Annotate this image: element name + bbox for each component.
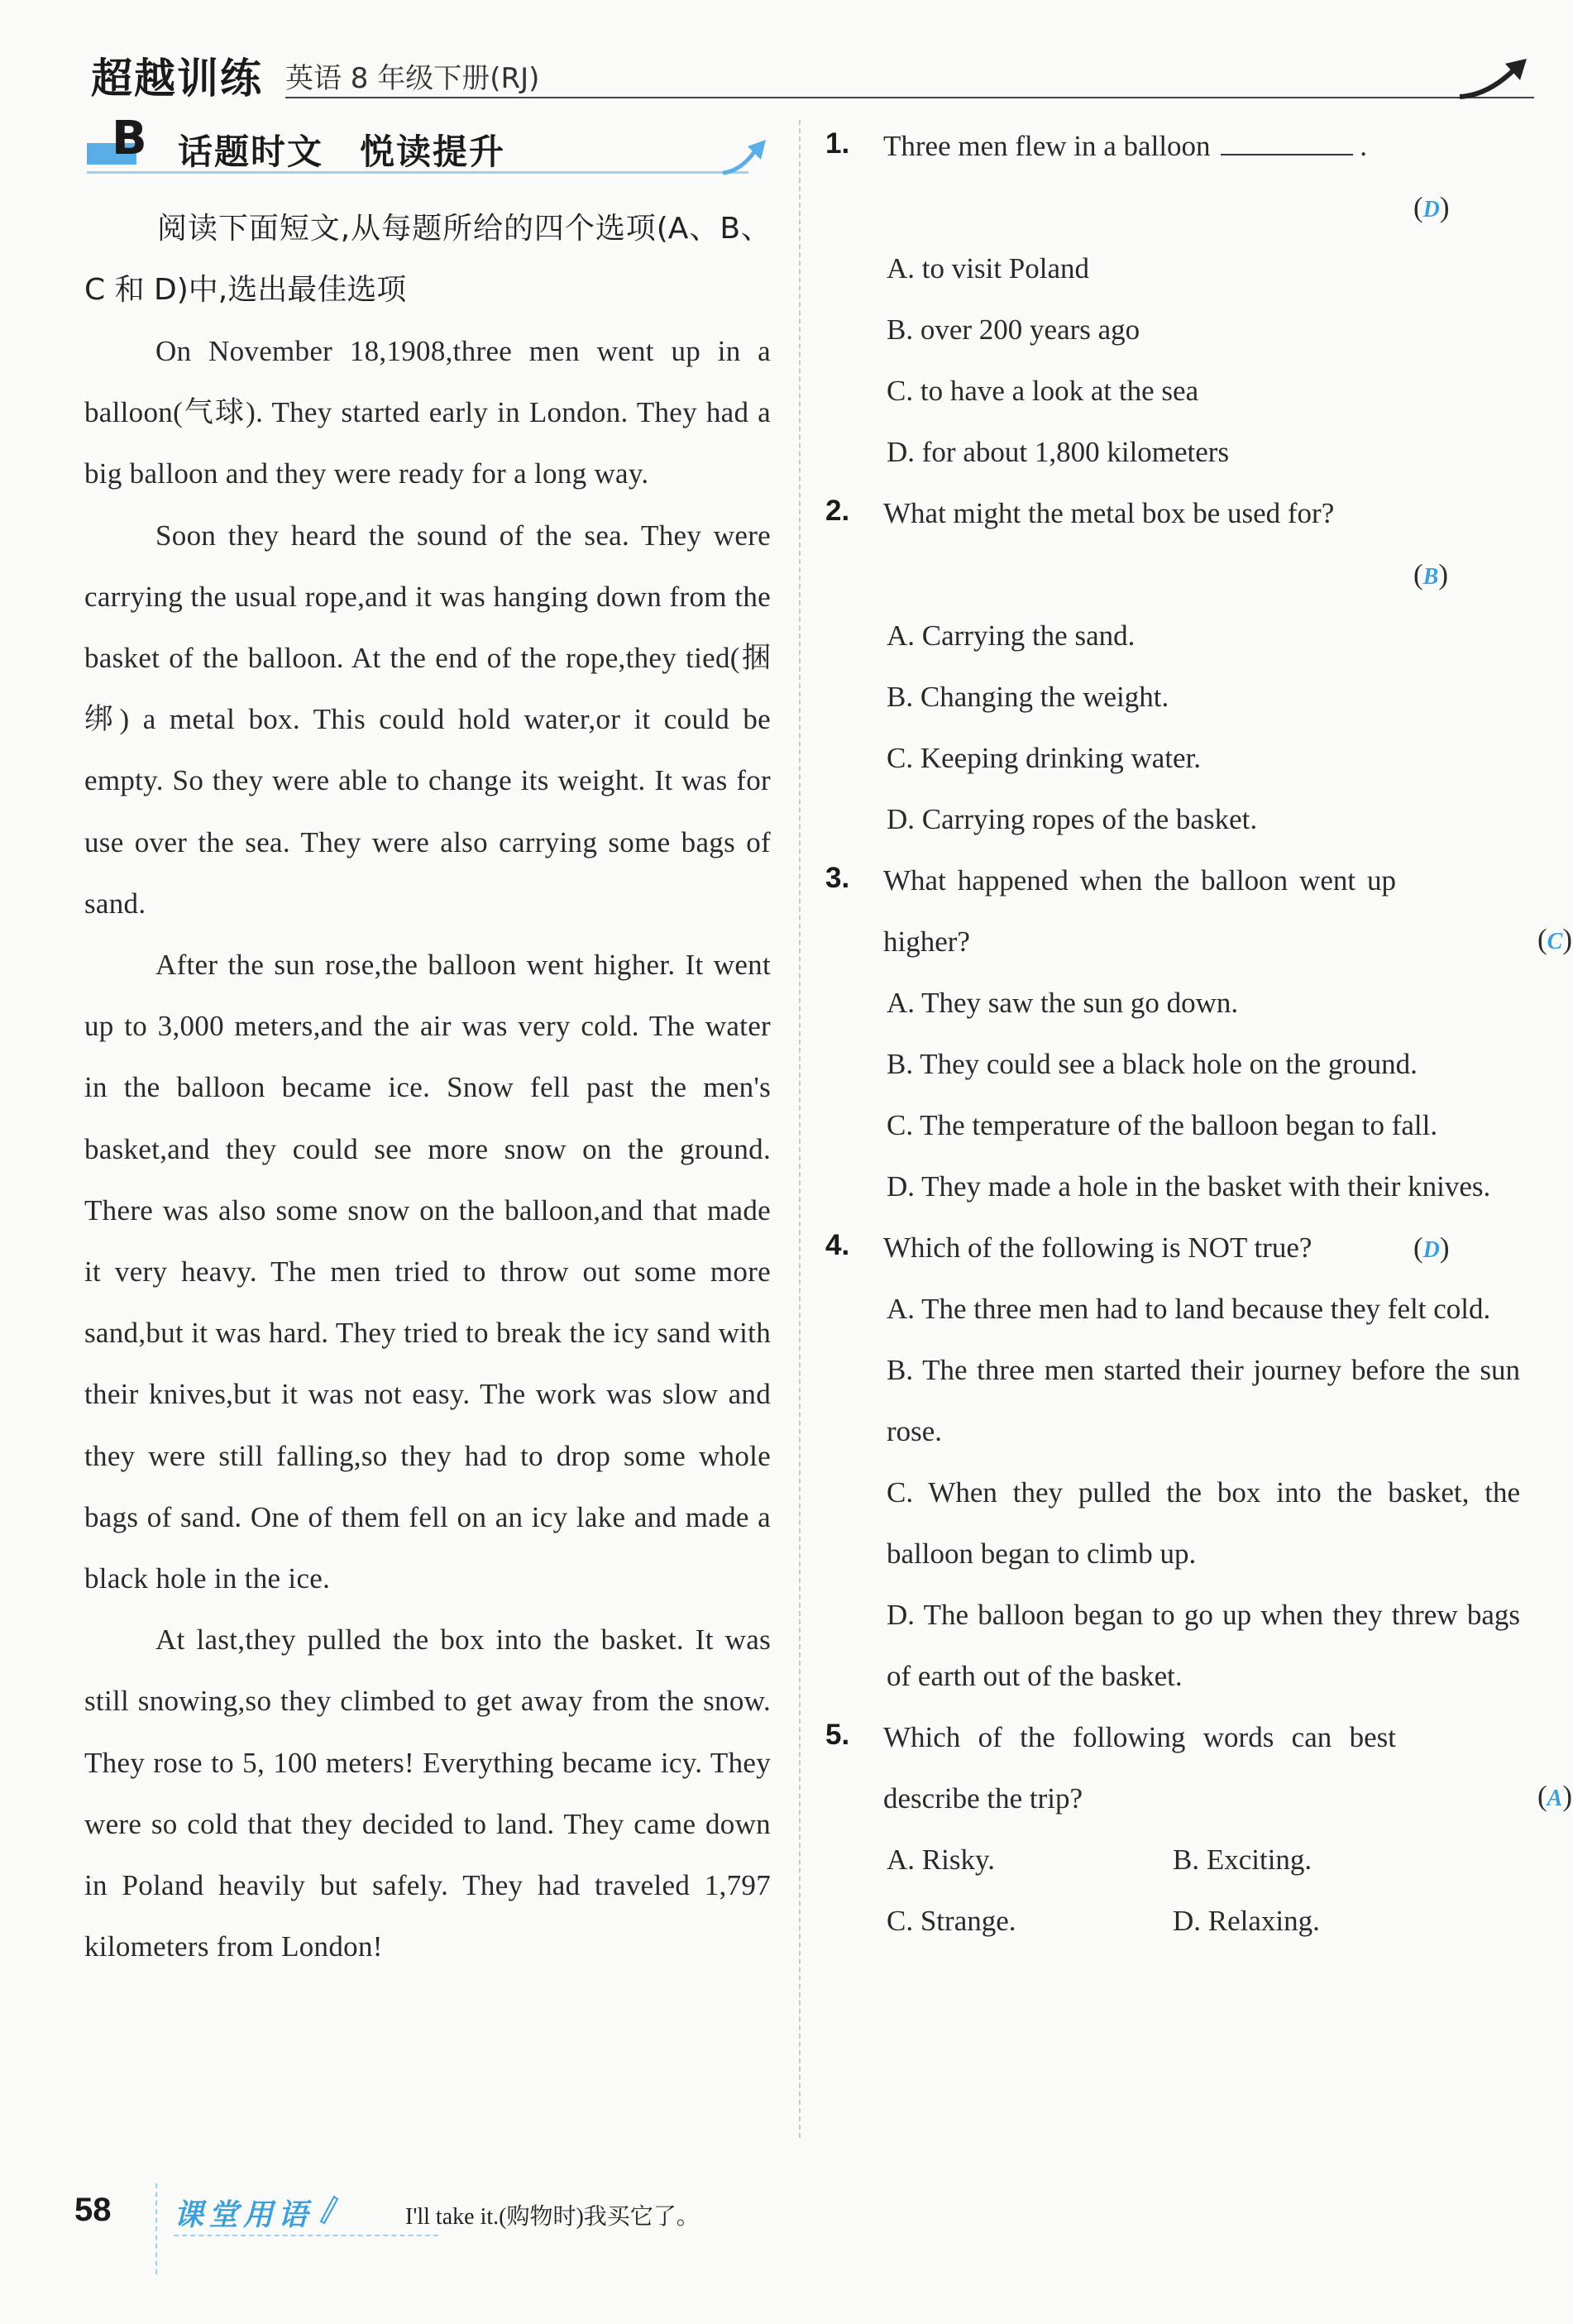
book-title: 英语 8 年级下册(RJ) (285, 62, 540, 95)
page-footer (74, 2183, 1480, 2283)
reading-passage (84, 198, 771, 1977)
question-text: Which of the following is NOT true? (D) (825, 1217, 1520, 1279)
option[interactable]: D. Carrying ropes of the basket. (887, 803, 1258, 835)
question-4 (825, 1217, 1520, 1707)
option[interactable]: A. They saw the sun go down. (887, 987, 1239, 1019)
question-number: 3. (825, 862, 850, 894)
option[interactable]: B. Changing the weight. (887, 681, 1169, 713)
option[interactable]: C. When they pulled the box into the basket, the balloon began to climb up. (887, 1476, 1520, 1570)
passage-paragraph: At last,they pulled the box into the basket. It was still snowing,so they climbed to get away from the snow. They rose to 5, 100 meters! Everything became icy. They were so cold that they decided to land. They came down in Poland heavily but safely. They had traveled 1,797 kilometers from London! (84, 1623, 771, 1963)
question-number: 4. (825, 1229, 850, 1261)
option[interactable]: D. They made a hole in the basket with their knives. (887, 1170, 1491, 1203)
brand-title: 超越训练 (91, 55, 263, 103)
option[interactable]: A. The three men had to land because they felt cold. (887, 1293, 1491, 1325)
option[interactable]: B. over 200 years ago (887, 313, 1140, 346)
page-number: 58 (74, 2192, 112, 2228)
footer-underline (174, 2235, 438, 2236)
answer-bracket: (D) (1413, 191, 1450, 223)
section-title: 话题时文 悦读提升 (178, 132, 506, 172)
answer-letter: D (1422, 1237, 1440, 1263)
option[interactable]: A. Risky. (887, 1843, 995, 1876)
pen-icon (316, 2192, 341, 2225)
option-row (825, 1829, 1520, 1891)
question-2 (825, 483, 1520, 850)
option-row (825, 1891, 1520, 1952)
option[interactable]: D. Relaxing. (1173, 1905, 1320, 1937)
questions-column (825, 116, 1572, 1952)
passage-paragraph: After the sun rose,the balloon went higher. It went up to 3,000 meters,and the air was very cold. The water in the balloon became ice. Snow fell past the men's basket,and they could see more snow on the ground. There was also some snow on the balloon,and that made it very heavy. The men tried to throw out some more sand,but it was hard. They tried to break the icy sand with their knives,but it was not easy. The work was slow and they were still falling,so they had to drop some whole bags of sand. One of them fell on an icy lake and made a black hole in the ice. (84, 949, 771, 1595)
answer-bracket: (B) (1413, 558, 1448, 591)
question-number: 5. (825, 1719, 850, 1751)
option[interactable]: D. for about 1,800 kilometers (887, 436, 1230, 468)
option[interactable]: B. Exciting. (1173, 1843, 1312, 1876)
option[interactable]: D. The balloon began to go up when they threw bags of earth out of the basket. (887, 1599, 1520, 1692)
section-rule (87, 171, 748, 174)
footer-phrase: I'll take it.(购物时)我买它了。 (405, 2204, 700, 2230)
question-text: Three men flew in a balloon . (883, 130, 1368, 162)
question-3 (825, 850, 1572, 1217)
option[interactable]: C. Keeping drinking water. (887, 742, 1202, 774)
option[interactable]: B. They could see a black hole on the ground. (887, 1048, 1418, 1080)
question-text: What might the metal box be used for? (883, 497, 1335, 529)
section-heading (87, 112, 773, 186)
column-divider (799, 120, 801, 2138)
answer-letter: A (1547, 1786, 1563, 1811)
answer-bracket: (C) (1537, 923, 1572, 955)
answer-bracket: (A) (1537, 1780, 1572, 1812)
option[interactable]: C. Strange. (887, 1905, 1016, 1937)
answer-letter: B (1422, 564, 1439, 590)
answer-blank[interactable] (1221, 131, 1353, 155)
footer-divider (155, 2183, 157, 2274)
option[interactable]: A. Carrying the sand. (887, 619, 1136, 652)
option[interactable]: C. to have a look at the sea (887, 375, 1199, 407)
footer-label: 课堂用语 (174, 2197, 313, 2232)
section-letter: B (112, 112, 147, 165)
question-text: Which of the following words can best describe the trip? (A) (825, 1707, 1520, 1829)
answer-bracket: (D) (1413, 1231, 1450, 1264)
question-5 (825, 1707, 1572, 1952)
option[interactable]: A. to visit Poland (887, 252, 1090, 285)
page-header (83, 45, 1505, 103)
question-1 (825, 116, 1520, 483)
question-text: What happened when the balloon went up higher? (C) (825, 850, 1520, 973)
header-rule (285, 97, 1534, 98)
passage-paragraph: On November 18,1908,three men went up in a balloon(气球). They started early in London. They had a big balloon and they were ready for a long way. (84, 335, 771, 490)
passage-paragraph: Soon they heard the sound of the sea. They were carrying the usual rope,and it was hanging down from the basket of the balloon. At the end of the rope,they tied(捆绑) a metal box. This could hold water,or it could be empty. So they were able to change its weight. It was for use over the sea. They were also carrying some bags of sand. (84, 519, 771, 920)
arrow-up-right-icon (720, 135, 769, 178)
question-number: 1. (825, 127, 850, 160)
answer-letter: C (1547, 929, 1563, 954)
swoosh-arrow-icon (1456, 54, 1530, 103)
option[interactable]: C. The temperature of the balloon began to fall. (887, 1109, 1438, 1141)
option[interactable]: B. The three men started their journey before the sun rose. (887, 1354, 1520, 1447)
instruction: 阅读下面短文,从每题所给的四个选项(A、B、C 和 D)中,选出最佳选项 (84, 212, 771, 307)
answer-letter: D (1422, 197, 1440, 222)
question-number: 2. (825, 495, 850, 527)
